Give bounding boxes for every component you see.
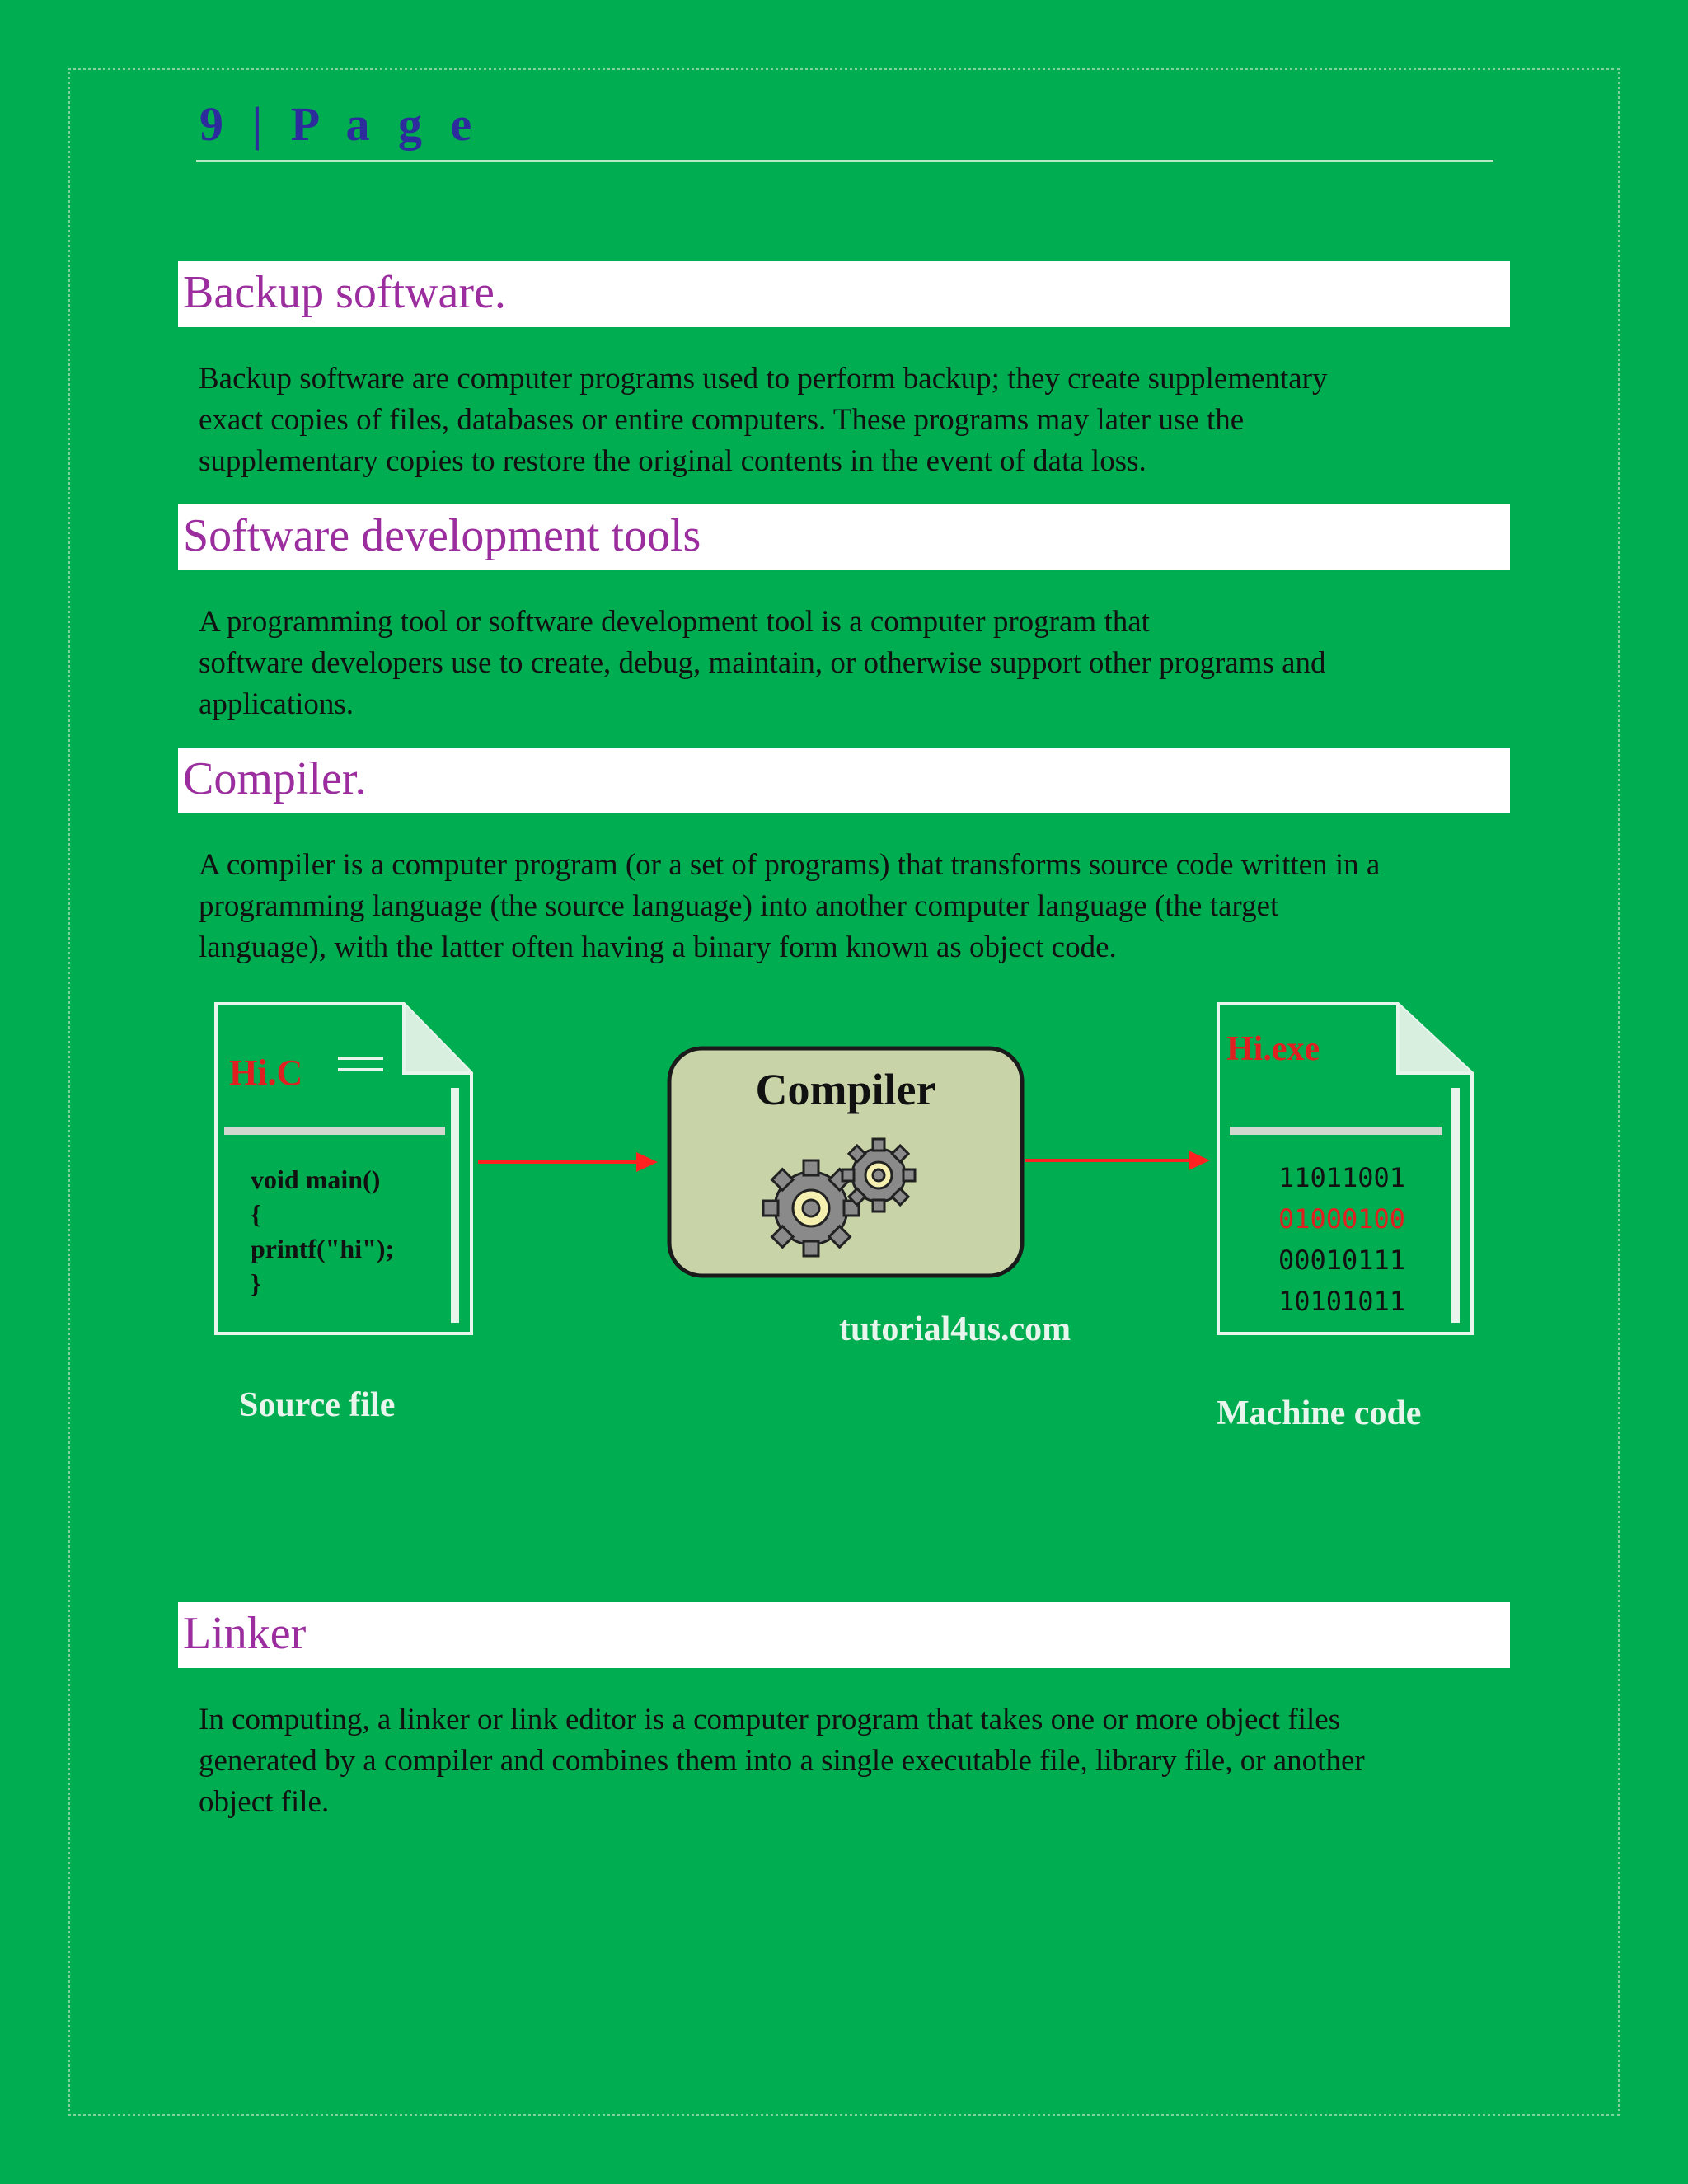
source-code-line: printf("hi"); [251,1234,395,1263]
machine-code-caption: Machine code [1217,1394,1422,1432]
watermark-text: tutorial4us.com [839,1310,1071,1348]
output-filename: Hi.exe [1226,1030,1320,1068]
source-code-line: } [251,1268,261,1298]
section-heading-dev-tools: Software development tools [178,504,1510,570]
machine-code-line: 00010111 [1278,1244,1406,1276]
section-body-linker [199,1699,1517,1823]
section-heading-backup: Backup software. [178,261,1510,327]
machine-code-line: 10101011 [1278,1286,1406,1317]
page-number: 9 | P a g e [199,97,481,151]
machine-code-line: 01000100 [1278,1203,1406,1235]
body-line: generated by a compiler and combines them into a single executable file, library file, or another [199,1744,1365,1778]
body-line: applications. [199,687,354,721]
body-line: A compiler is a computer program (or a set of programs) that transforms source code written in a [199,848,1381,882]
body-line: Backup software are computer programs used to perform backup; they create supplementary [199,362,1328,396]
compiler-diagram [206,997,1492,1442]
body-line: A programming tool or software development tool is a computer program that [199,605,1150,639]
section-body-backup [199,359,1517,482]
body-line: programming language (the source language) into another computer language (the target [199,889,1279,923]
compiler-label: Compiler [755,1065,936,1114]
source-code-line: { [251,1199,261,1229]
body-line: supplementary copies to restore the original contents in the event of data loss. [199,444,1146,478]
section-heading-compiler: Compiler. [178,748,1510,813]
body-line: exact copies of files, databases or entire computers. These programs may later use the [199,403,1245,437]
body-line: In computing, a linker or link editor is a computer program that takes one or more object files [199,1703,1341,1736]
source-code-line: void main() [251,1165,381,1194]
section-heading-linker: Linker [178,1602,1510,1668]
machine-code-line: 11011001 [1278,1162,1406,1193]
page-header [196,97,1493,162]
section-body-compiler [199,845,1517,968]
body-line: object file. [199,1785,330,1819]
arrow-right-icon [1025,1151,1210,1170]
source-filename: Hi.C [229,1052,303,1093]
source-file-caption: Source file [239,1386,396,1424]
arrow-right-icon [478,1152,658,1172]
body-line: software developers use to create, debug, maintain, or otherwise support other programs and [199,646,1326,680]
section-body-dev-tools [199,602,1517,725]
body-line: language), with the latter often having a binary form known as object code. [199,930,1117,964]
